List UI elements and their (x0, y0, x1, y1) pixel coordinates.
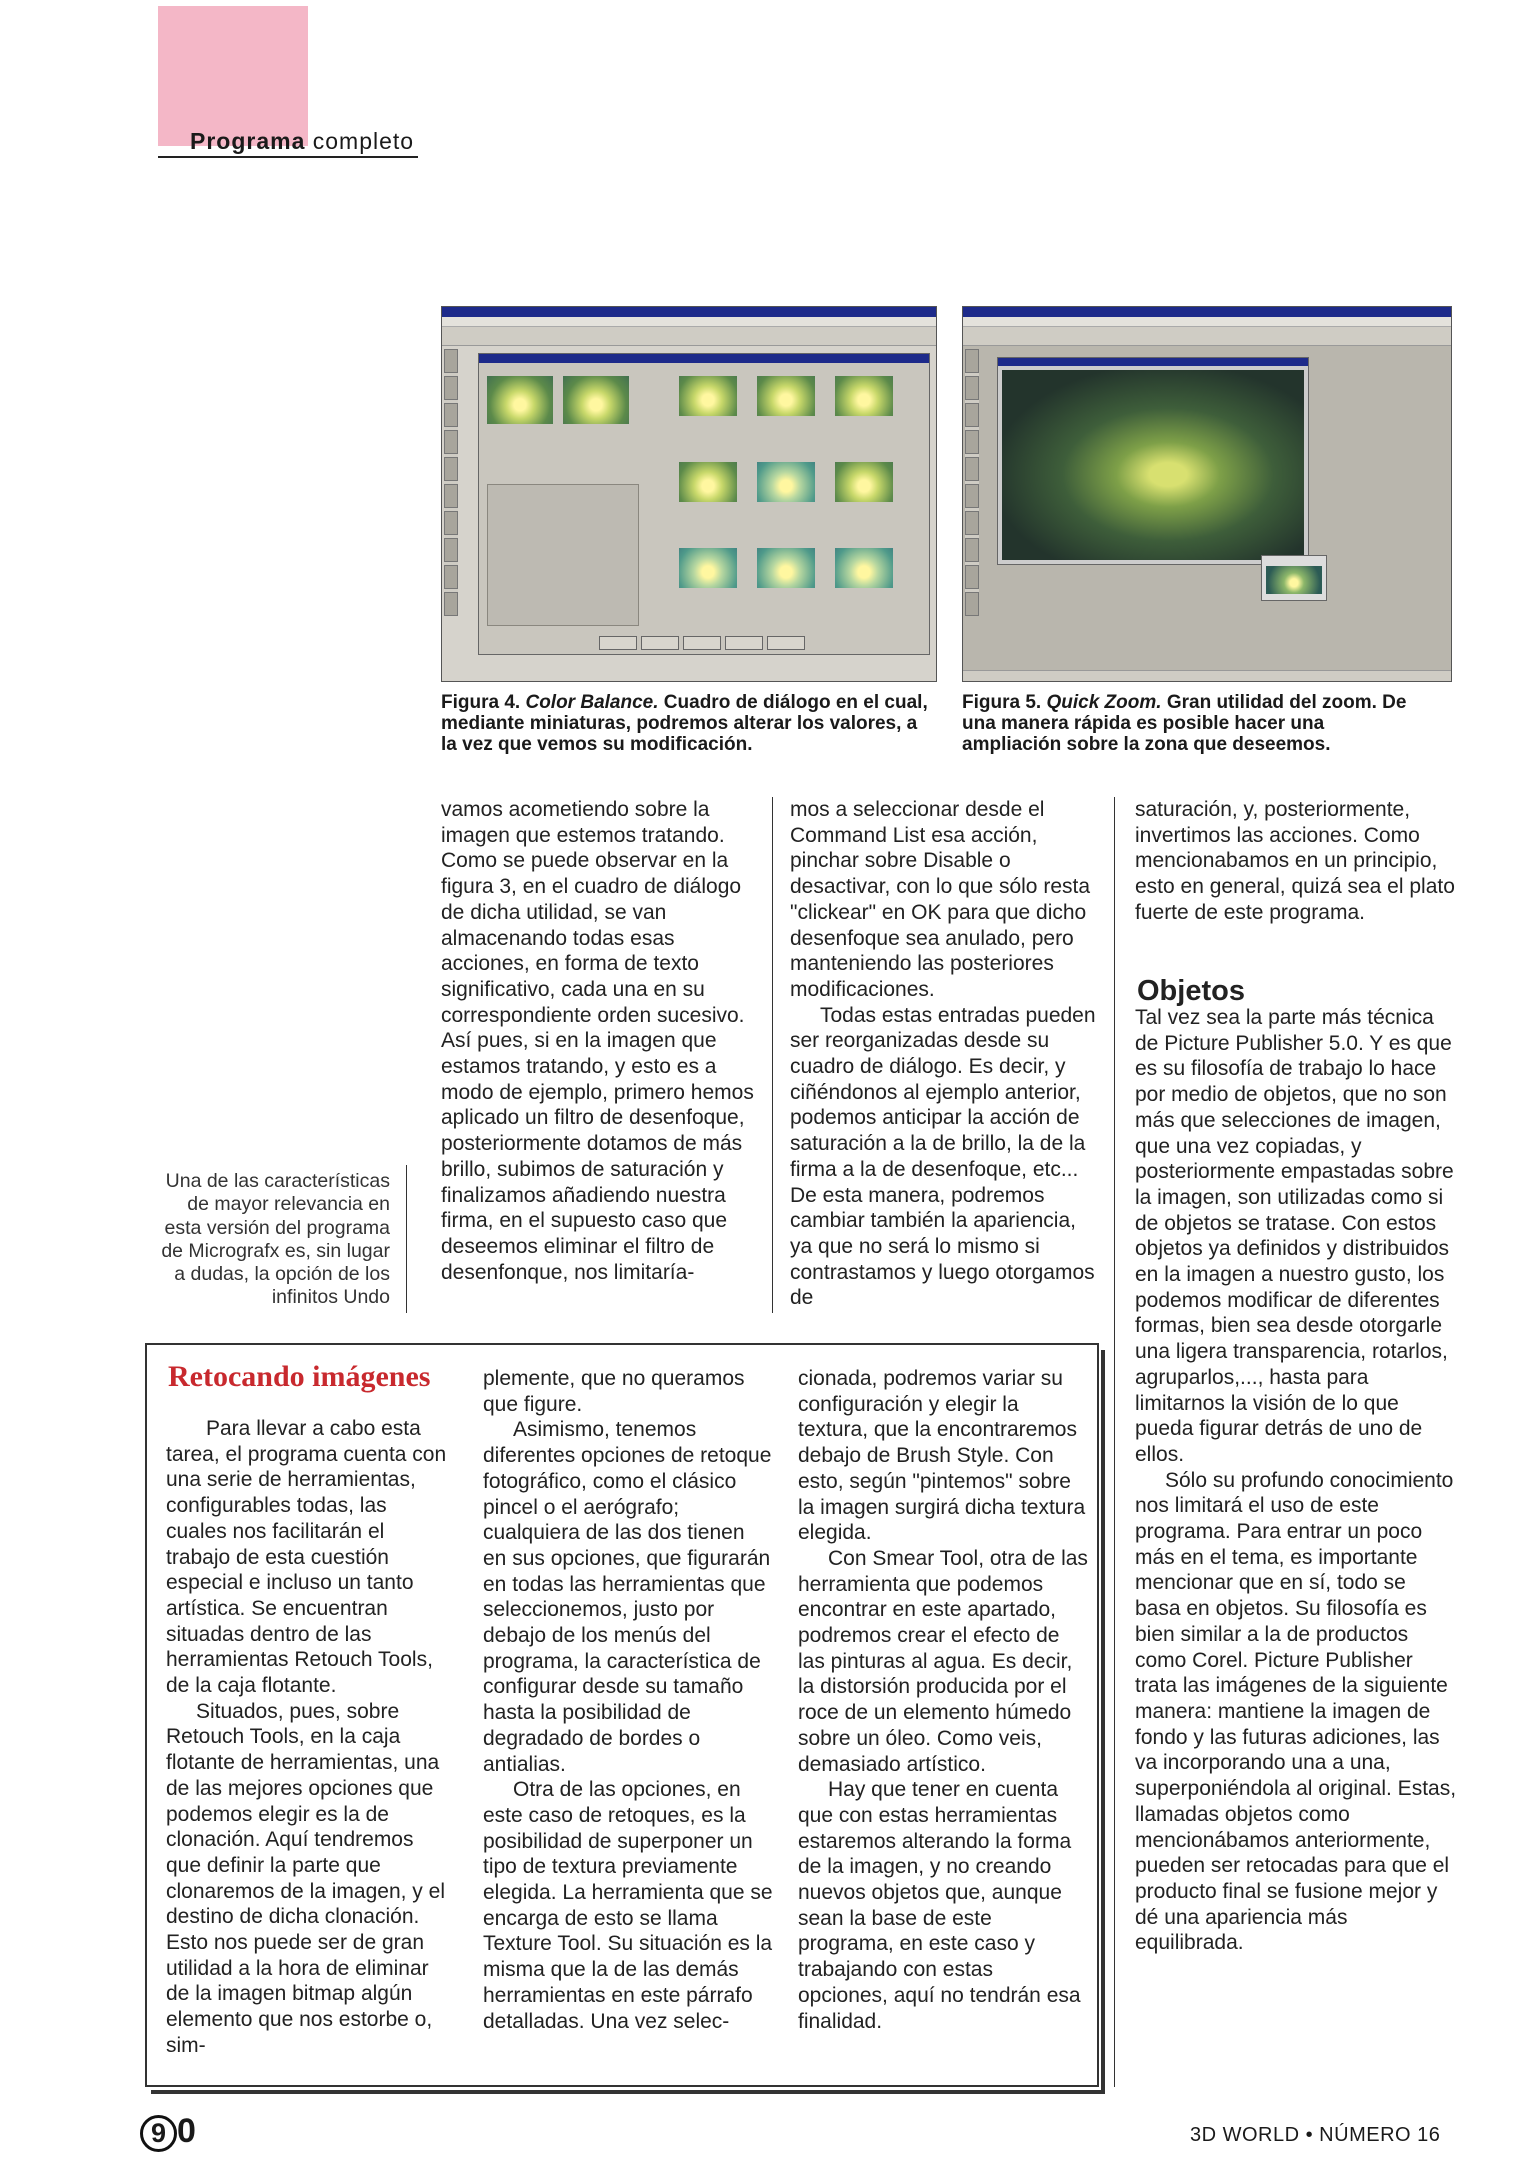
screenshot-titlebar (442, 307, 936, 317)
screenshot-menubar (442, 317, 936, 327)
paragraph: saturación, y, posteriormente, invertimos las acciones. Como mencionabamos en un principio, esto en general, quizá sea el plato fuerte de este programa. (1135, 798, 1455, 924)
pull-quote-rule (406, 1165, 407, 1313)
screenshot-statusbar (963, 670, 1451, 681)
figure-5-caption-text: Gran utilidad del zoom. De una manera rápida es posible hacer una ampliación sobre la zona que deseemos. (962, 692, 1407, 755)
sidebar-column-1 (166, 1416, 450, 2059)
sidebar-title: Retocando imágenes (168, 1360, 431, 1393)
figure-5-caption-label: Figura 5. (962, 692, 1042, 713)
page-number-0: 0 (177, 2112, 196, 2150)
screenshot-toolbox (444, 349, 458, 616)
column-rule (1114, 797, 1115, 2087)
figure-5-caption (962, 692, 1410, 755)
paragraph: Para llevar a cabo esta tarea, el programa cuenta con una serie de herramientas, configurables todas, las cuales nos facilitarán el trabajo de esta cuestión especial e incluso un tanto artística. Se encuentran situadas dentro de las herramientas Retouch Tools, de la caja flotante. (166, 1417, 447, 1698)
magazine-footer: 3D WORLD • NÚMERO 16 (1190, 2124, 1441, 2146)
navigator-thumbnail (1261, 555, 1327, 601)
thumbnail (757, 548, 815, 588)
dialog-button (767, 636, 805, 650)
figure-4-caption-text: Cuadro de diálogo en el cual, mediante miniaturas, podremos alterar los valores, a la vez que vemos su modificación. (441, 692, 928, 755)
paragraph: plemente, que no queramos que figure. (483, 1367, 745, 1416)
article-column-3 (1135, 797, 1455, 926)
color-balance-dialog (478, 353, 930, 655)
dialog-button (725, 636, 763, 650)
zoom-window-titlebar (998, 358, 1308, 366)
paragraph: Con Smear Tool, otra de las herramienta que podemos encontrar en este apartado, podremos crear el efecto de las pinturas al agua. Es decir, la distorsión producida por el roce de un elemento húmedo sobre un óleo. Como veis, demasiado artístico. (798, 1546, 1088, 1776)
figure-4-screenshot (441, 306, 937, 682)
thumbnail (679, 376, 737, 416)
paragraph: Sólo su profundo conocimiento nos limitará el uso de este programa. Para entrar un poco más en el tema, es importante mencionar que en sí, todo se basa en objetos. Su filosofía es bien similar a la de productos como Corel. Picture Publisher trata las imágenes de la siguiente manera: mantiene la imagen de fondo y las futuras adiciones, las va incorporando una a una, superponiéndola al original. Estas, llamadas objetos como mencionábamos anteriormente, pueden ser retocadas para que el producto final se fusione mejor y dé una apariencia más equilibrada. (1135, 1468, 1457, 1955)
cloud-image (1002, 370, 1304, 560)
paragraph: Todas estas entradas pueden ser reorganizadas desde su cuadro de diálogo. Es decir, y ciñéndonos al ejemplo anterior, podemos anticipar la acción de saturación a la de brillo, la de la firma a la de desenfoque, etc... De esta manera, podremos cambiar también la apariencia, ya que no será lo mismo si contrastamos y luego otorgamos de (790, 1003, 1096, 1310)
section-color-tab (158, 6, 308, 146)
article-column-3-cont (1135, 1005, 1457, 1956)
thumbnail (835, 548, 893, 588)
page-number-9: 9 (140, 2115, 177, 2152)
zoomed-image-window (997, 357, 1309, 565)
thumbnail (679, 548, 737, 588)
paragraph: Hay que tener en cuenta que con estas herramientas estaremos alterando la forma de la imagen, y no creando nuevos objetos que, aunque sean la base de este programa, en este caso y trabajando con estas opciones, aquí no tendrán esa finalidad. (798, 1778, 1081, 2033)
pull-quote: Una de las características de mayor relevancia en esta versión del programa de Micrografx es, sin lugar a dudas, la opción de los infinitos Undo (161, 1170, 390, 1309)
screenshot-menubar (963, 317, 1451, 327)
paragraph: cionada, podremos variar su configuración y elegir la textura, que la encontraremos debajo de Brush Style. Con esto, según "pintemos" sobre la imagen surgirá dicha textura elegida. (798, 1367, 1086, 1545)
figure-4-caption-title: Color Balance. (525, 692, 659, 713)
section-label-bold: Programa (190, 128, 306, 154)
thumbnail (757, 376, 815, 416)
column-rule (772, 797, 773, 1313)
figure-4-caption (441, 692, 935, 755)
sidebar-column-3 (798, 1366, 1088, 2034)
section-label (190, 128, 414, 155)
screenshot-toolbar (963, 327, 1451, 346)
dialog-titlebar (479, 354, 929, 363)
thumbnail (679, 462, 737, 502)
figure-5-caption-title: Quick Zoom. (1046, 692, 1162, 713)
thumbnail-original (487, 376, 553, 424)
screenshot-toolbar (442, 327, 936, 346)
section-label-rest: completo (312, 128, 415, 154)
subheading-objetos: Objetos (1137, 975, 1245, 1007)
page-number (140, 2112, 196, 2152)
dialog-button (641, 636, 679, 650)
paragraph: mos a seleccionar desde el Command List esa acción, pinchar sobre Disable o desactivar, con lo que sólo resta "clickear" en OK para que dicho desenfoque sea anulado, pero manteniendo las posteriores modificaciones. (790, 798, 1091, 1001)
figure-5-screenshot (962, 306, 1452, 682)
thumbnail (835, 376, 893, 416)
figure-4-caption-label: Figura 4. (441, 692, 521, 713)
thumbnail (757, 462, 815, 502)
paragraph: Tal vez sea la parte más técnica de Picture Publisher 5.0. Y es que es su filosofía de trabajo lo hace por medio de objetos, que no son más que selecciones de imagen, que una vez copiadas, y posteriormente empastadas sobre la imagen, son utilizadas como si de objetos se tratase. Con estos objetos ya definidos y distribuidos en la imagen a nuestro gusto, los podemos modificar de diferentes formas, bien sea desde otorgarle una ligera transparencia, rotarlos, agruparlos,..., hasta para limitarnos la visión de lo que pueda figurar detrás de uno de ellos. (1135, 1006, 1454, 1466)
dialog-button (683, 636, 721, 650)
screenshot-toolbox (965, 349, 979, 616)
thumbnail-modified (563, 376, 629, 424)
sidebar-column-2 (483, 1366, 773, 2034)
dialog-button (599, 636, 637, 650)
dialog-settings-panel (487, 484, 639, 626)
section-rule (158, 156, 418, 158)
article-column-1 (441, 797, 761, 1285)
paragraph: Situados, pues, sobre Retouch Tools, en la caja flotante de herramientas, una de las mejores opciones que podemos elegir es la de clonación. Aquí tendremos que definir la parte que clonaremos de la imagen, y el destino de dicha clonación. Esto nos puede ser de gran utilidad a la hora de eliminar de la imagen bitmap algún elemento que nos estorbe o, sim- (166, 1699, 445, 2057)
paragraph: Asimismo, tenemos diferentes opciones de retoque fotográfico, como el clásico pincel o el aerógrafo; cualquiera de las dos tienen en sus opciones, que figurarán en todas las herramientas que seleccionemos, justo por debajo de los menús del programa, la característica de configurar desde su tamaño hasta la posibilidad de degradado de bordes o antialias. (483, 1418, 772, 1776)
paragraph: Otra de las opciones, en este caso de retoques, es la posibilidad de superponer un tipo de textura previamente elegida. La herramienta que se encarga de esto se llama Texture Tool. Su situación es la misma que la de las demás herramientas en este párrafo detalladas. Una vez selec- (483, 1778, 773, 2033)
screenshot-titlebar (963, 307, 1451, 317)
article-column-2 (790, 797, 1102, 1311)
thumbnail (835, 462, 893, 502)
paragraph: vamos acometiendo sobre la imagen que estemos tratando. Como se puede observar en la figura 3, en el cuadro de diálogo de dicha utilidad, se van almacenando todas esas acciones, en forma de texto significativo, cada una en su correspondiente orden sucesivo. Así pues, si en la imagen que estamos tratando, y esto es a modo de ejemplo, primero hemos aplicado un filtro de desenfoque, posteriormente dotamos de más brillo, subimos de saturación y finalizamos añadiendo nuestra firma, en el supuesto caso que deseemos eliminar el filtro de desenfonque, nos limitaría- (441, 798, 754, 1284)
